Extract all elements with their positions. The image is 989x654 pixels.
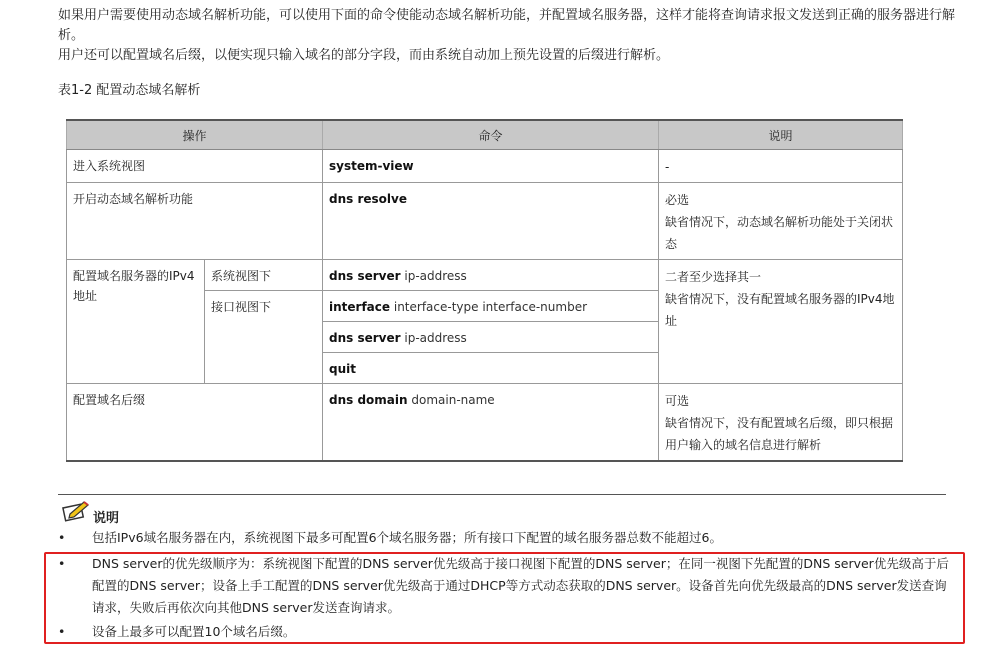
desc-line: 可选 bbox=[665, 394, 690, 408]
intro-paragraph-1: 如果用户需要使用动态域名解析功能，可以使用下面的命令使能动态域名解析功能，并配置域名服务器，这样才能将查询请求报文发送到正确的服务器进行解析。 bbox=[58, 8, 956, 43]
list-item bbox=[58, 527, 958, 549]
sub-op-cell: 接口视图下 bbox=[205, 291, 323, 384]
table-row bbox=[67, 260, 903, 291]
desc-line: 缺省情况下，没有配置域名后缀，即只根据用户输入的域名信息进行解析 bbox=[665, 416, 894, 452]
cmd-cell bbox=[323, 353, 659, 384]
cmd-argument: ip-address bbox=[400, 331, 467, 345]
desc-line: 二者至少选择其一 bbox=[665, 270, 762, 284]
config-table bbox=[66, 119, 903, 462]
cmd-keyword: quit bbox=[329, 362, 356, 376]
note-text: 设备上最多可以配置10个域名后缀。 bbox=[92, 624, 296, 639]
cmd-cell bbox=[323, 322, 659, 353]
cmd-argument: ip-address bbox=[400, 269, 467, 283]
table-row bbox=[67, 150, 903, 183]
highlight-box bbox=[44, 552, 965, 644]
note-text: DNS server的优先级顺序为：系统视图下配置的DNS server优先级高于接口视图下配置的DNS server；在同一视图下先配置的DNS server优先级高于后配置的DNS server；设备上手工配置的DNS server优先级高于通过DHCP等方式动态获取的DNS server。设备首先向优先级最高的DNS server发送查询请求，失败后再依次向其他DNS server发送查询请求。 bbox=[92, 556, 949, 615]
note-divider bbox=[58, 494, 946, 495]
op-cell: 配置域名后缀 bbox=[67, 384, 323, 462]
table-row bbox=[67, 183, 903, 260]
desc-line: 缺省情况下，动态域名解析功能处于关闭状态 bbox=[665, 215, 894, 251]
bullet: • bbox=[58, 624, 66, 639]
cmd-cell bbox=[323, 183, 659, 260]
cmd-keyword: dns domain bbox=[329, 393, 408, 407]
desc-cell bbox=[659, 183, 903, 260]
op-cell: 配置域名服务器的IPv4地址 bbox=[67, 260, 205, 384]
desc-cell bbox=[659, 260, 903, 384]
cmd-argument: domain-name bbox=[407, 393, 495, 407]
desc-line: 缺省情况下，没有配置域名服务器的IPv4地址 bbox=[665, 292, 895, 328]
header-description: 说明 bbox=[659, 120, 903, 150]
header-operation: 操作 bbox=[67, 120, 323, 150]
cmd-keyword: dns server bbox=[329, 331, 401, 345]
desc-line: 必选 bbox=[665, 193, 690, 207]
cmd-keyword: dns resolve bbox=[329, 192, 407, 206]
desc-line: - bbox=[665, 160, 670, 174]
cmd-cell bbox=[323, 260, 659, 291]
table-caption: 表1-2 配置动态域名解析 bbox=[58, 83, 201, 98]
cmd-keyword: interface bbox=[329, 300, 391, 314]
desc-cell bbox=[659, 150, 903, 183]
note-text: 包括IPv6域名服务器在内，系统视图下最多可配置6个域名服务器；所有接口下配置的域名服务器总数不能超过6。 bbox=[92, 530, 722, 545]
bullet: • bbox=[58, 530, 66, 545]
intro-text bbox=[58, 6, 958, 66]
cmd-cell bbox=[323, 150, 659, 183]
cmd-cell bbox=[323, 384, 659, 462]
op-cell: 进入系统视图 bbox=[67, 150, 323, 183]
table-header-row bbox=[67, 120, 903, 150]
op-cell: 开启动态域名解析功能 bbox=[67, 183, 323, 260]
sub-op-cell: 系统视图下 bbox=[205, 260, 323, 291]
intro-paragraph-2: 用户还可以配置域名后缀，以便实现只输入域名的部分字段，而由系统自动加上预先设置的后缀进行解析。 bbox=[58, 48, 670, 63]
desc-cell bbox=[659, 384, 903, 462]
table-row bbox=[67, 384, 903, 462]
cmd-keyword: system-view bbox=[329, 159, 414, 173]
cmd-keyword: dns server bbox=[329, 269, 401, 283]
bullet: • bbox=[58, 556, 66, 571]
cmd-cell bbox=[323, 291, 659, 322]
cmd-argument: interface-type interface-number bbox=[390, 300, 588, 314]
pencil-note-icon bbox=[62, 500, 90, 526]
note-title: 说明 bbox=[93, 511, 120, 526]
header-command: 命令 bbox=[323, 120, 659, 150]
